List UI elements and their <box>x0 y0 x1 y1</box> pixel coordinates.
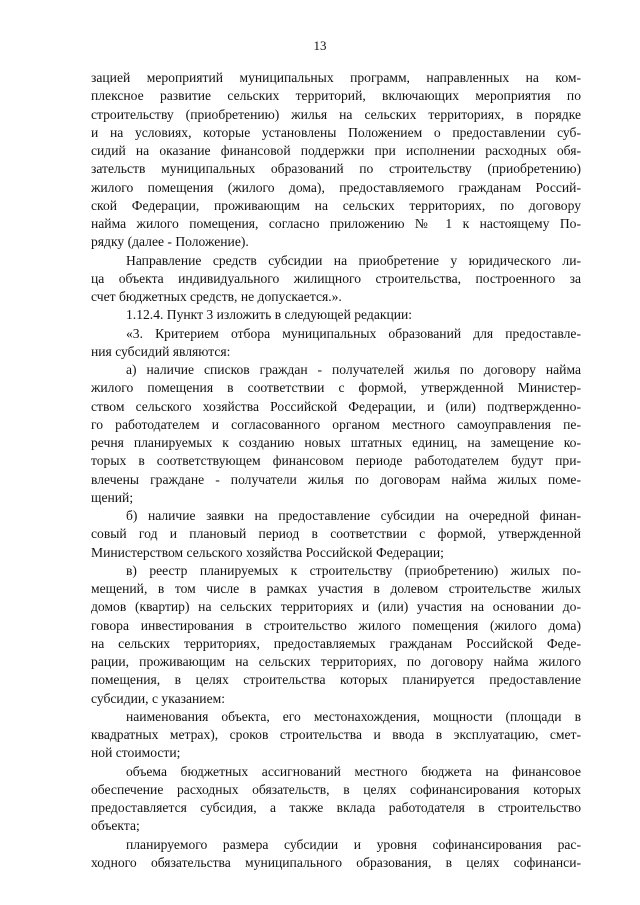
text-line: на сельских территориях, предоставляемых гражданам Российской Феде- <box>91 635 581 651</box>
text-line: наименования объекта, его местонахождения, мощности (площади в <box>126 708 581 724</box>
text-line: а) наличие списков граждан - получателей жилья по договору найма <box>126 362 581 377</box>
text-line: говора инвестирования в строительство жилого помещения (жилого дома) <box>91 617 581 633</box>
text-line: совый год и плановый период в соответствии с формой, утвержденной <box>91 526 581 542</box>
text-line: счет бюджетных средств, не допускается.». <box>91 289 342 304</box>
text-line: мещений, в том числе в рамках участия в долевом строительстве жилых <box>91 581 581 596</box>
text-line: жилого помещения в соответствии с формой, утвержденной Министер- <box>91 380 581 396</box>
text-line: домов (квартир) на сельских территориях и (или) участия на основании до- <box>91 599 581 615</box>
paragraph <box>91 306 581 324</box>
text-line: в) реестр планируемых к строительству (приобретению) жилых по- <box>126 562 581 578</box>
text-line: щений; <box>91 489 134 505</box>
paragraph <box>91 325 581 362</box>
text-line: планируемого размера субсидии и уровня софинансирования рас- <box>126 836 581 852</box>
text-line: ходного обязательства муниципального образования, в целях софинанси- <box>91 854 581 870</box>
text-line: Направление средств субсидии на приобретение у юридического ли- <box>126 252 581 268</box>
paragraph <box>91 507 581 562</box>
paragraph <box>91 69 581 252</box>
text-line: предоставляется субсидия, а также вклада работодателя в строительство <box>91 800 581 815</box>
text-line: зательств муниципальных образований по строительству (приобретению) <box>91 161 581 177</box>
text-line: объема бюджетных ассигнований местного бюджета на финансовое <box>126 763 581 779</box>
text-line: ния субсидий являются: <box>91 343 231 359</box>
text-line: зацией мероприятий муниципальных программ, направленных на ком- <box>91 70 581 85</box>
paragraph <box>91 562 581 708</box>
text-line: го работодателем и согласованного органом местного самоуправления пе- <box>91 416 581 432</box>
text-line: Министерством сельского хозяйства Российской Федерации; <box>91 544 444 560</box>
text-line: сидий на оказание финансовой поддержки при исполнении расходных обя- <box>91 143 581 158</box>
text-line: торых в соответствующем финансовом периоде работодателем будут при- <box>91 453 581 469</box>
text-line: и на условиях, которые установлены Положением о предоставлении суб- <box>91 124 581 140</box>
text-line: найма жилого помещения, согласно приложению № 1 к настоящему По- <box>91 216 581 231</box>
text-line: «3. Критерием отбора муниципальных образований для предоставле- <box>126 325 581 341</box>
text-line: субсидии, с указанием: <box>91 690 225 706</box>
paragraph <box>91 361 581 507</box>
text-line: плексное развитие сельских территорий, включающих мероприятия по <box>91 88 581 104</box>
paragraph <box>91 836 581 873</box>
text-line: б) наличие заявки на предоставление субсидии на очередной финан- <box>126 508 581 523</box>
paragraph <box>91 252 581 307</box>
text-line: квадратных метрах), сроков строительства и ввода в эксплуатацию, смет- <box>91 727 581 742</box>
text-line: объекта; <box>91 818 140 834</box>
document-body <box>91 69 581 872</box>
text-line: 1.12.4. Пункт 3 изложить в следующей редакции: <box>126 307 413 323</box>
text-line: ной стоимости; <box>91 745 181 761</box>
text-line: жилого помещения (жилого дома), предоставляемого гражданам Россий- <box>91 179 581 195</box>
text-line: ца объекта индивидуального жилищного строительства, построенного за <box>91 270 581 286</box>
text-line: ством сельского хозяйства Российской Федерации, и (или) подтвержденно- <box>91 398 581 414</box>
text-line: ской Федерации, проживающим на сельских территориях, по договору <box>91 197 581 213</box>
text-line: обеспечение расходных обязательств, в целях софинансирования которых <box>91 781 581 797</box>
text-line: влечены граждане - получатели жилья по договорам найма жилых поме- <box>91 471 581 487</box>
text-line: речня планируемых к созданию новых штатных единиц, на замещение ко- <box>91 435 581 450</box>
text-line: строительству (приобретению) жилья на сельских территориях, в порядке <box>91 106 581 122</box>
text-line: рации, проживающим на сельских территориях, по договору найма жилого <box>91 654 581 669</box>
paragraph <box>91 708 581 763</box>
text-line: рядку (далее - Положение). <box>91 234 249 250</box>
page-number: 13 <box>313 38 327 53</box>
paragraph <box>91 763 581 836</box>
text-line: помещения, в целях строительства которых планируется предоставление <box>91 672 581 688</box>
